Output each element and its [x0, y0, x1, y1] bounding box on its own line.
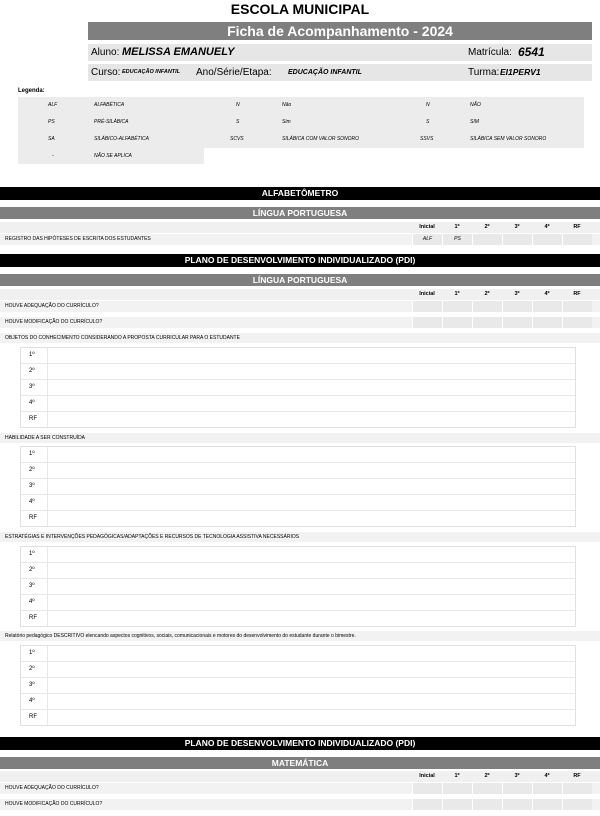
row-label: HOUVE MODIFICAÇÃO DO CURRÍCULO?: [5, 319, 103, 325]
period-block: [20, 446, 576, 527]
period-row: [21, 412, 575, 427]
pdi-subject: MATEMÁTICA: [0, 757, 600, 769]
legend-code: ALF: [48, 102, 58, 108]
col-2: 2º: [484, 291, 490, 297]
period-label: 2º: [29, 467, 35, 473]
col-rf: RF: [573, 224, 581, 230]
period-row: [21, 646, 575, 662]
course-row: [88, 64, 592, 81]
legend-code: N: [426, 102, 430, 108]
period-row: [21, 595, 575, 611]
cell: [442, 317, 472, 328]
cell: [442, 301, 472, 312]
legend-code: SA: [48, 136, 55, 142]
period-label: 1º: [29, 352, 35, 358]
period-label: 1º: [29, 551, 35, 557]
period-row: [21, 380, 575, 396]
col-inicial: Inicial: [419, 773, 435, 779]
period-label: 3º: [29, 682, 35, 688]
cell: [502, 301, 532, 312]
table-row: [0, 301, 600, 312]
cell: [562, 799, 592, 810]
row-label: HOUVE ADEQUAÇÃO DO CURRÍCULO?: [5, 303, 99, 309]
legend-code: N: [236, 102, 240, 108]
period-block: [20, 347, 576, 428]
col-rf: RF: [573, 291, 581, 297]
period-label: 4º: [29, 599, 35, 605]
period-row: [21, 479, 575, 495]
cell: [412, 301, 442, 312]
col-inicial: Inicial: [419, 291, 435, 297]
table-row: [0, 799, 600, 810]
matricula-value: 6541: [518, 45, 545, 59]
period-row: [21, 447, 575, 463]
cell: [562, 317, 592, 328]
column-header: [0, 771, 600, 782]
period-label: 1º: [29, 451, 35, 457]
form-title: Ficha de Acompanhamento - 2024: [88, 22, 592, 40]
cell: [472, 317, 502, 328]
cell: [472, 301, 502, 312]
col-1: 1º: [454, 291, 460, 297]
period-row: [21, 710, 575, 725]
legend-desc: Sim: [282, 119, 291, 125]
cell: [502, 783, 532, 794]
section-label: [0, 532, 600, 542]
legend-desc: PRÉ-SILÁBICA: [94, 119, 129, 125]
col-3: 3º: [514, 224, 520, 230]
cell: [472, 783, 502, 794]
period-block: [20, 645, 576, 726]
legend-title: Legenda:: [18, 88, 45, 94]
student-row: [88, 44, 592, 61]
legend-code: S: [236, 119, 240, 125]
cell: [532, 799, 562, 810]
etapa-value: EDUCAÇÃO INFANTIL: [288, 69, 362, 76]
section-label: [0, 333, 600, 343]
period-row: [21, 579, 575, 595]
period-label: RF: [29, 714, 37, 720]
period-row: [21, 694, 575, 710]
row-label: HOUVE ADEQUAÇÃO DO CURRÍCULO?: [5, 785, 99, 791]
cell: [562, 783, 592, 794]
aluno-value: MELISSA EMANUELY: [122, 46, 235, 58]
period-label: 3º: [29, 483, 35, 489]
col-4: 4º: [544, 224, 550, 230]
period-row: [21, 511, 575, 526]
col-4: 4º: [544, 773, 550, 779]
legend-code: SCVS: [230, 136, 244, 142]
pdi-subject: LÍNGUA PORTUGUESA: [0, 274, 600, 286]
legend-desc: SIM: [470, 119, 479, 125]
cell: [532, 317, 562, 328]
col-3: 3º: [514, 291, 520, 297]
cell: [412, 317, 442, 328]
cell: [442, 799, 472, 810]
period-label: 4º: [29, 698, 35, 704]
period-row: [21, 348, 575, 364]
period-label: 2º: [29, 666, 35, 672]
col-3: 3º: [514, 773, 520, 779]
cell: [562, 301, 592, 312]
section-label-text: OBJETOS DO CONHECIMENTO CONSIDERANDO A PROPOSTA CURRICULAR PARA O ESTUDANTE: [5, 335, 240, 341]
period-label: RF: [29, 416, 37, 422]
cell: [412, 799, 442, 810]
alfabetometro-subject: LÍNGUA PORTUGUESA: [0, 207, 600, 219]
turma-value: EI1PERV1: [500, 67, 541, 77]
period-row: [21, 563, 575, 579]
col-4: 4º: [544, 291, 550, 297]
period-row: [21, 662, 575, 678]
legend-desc: ALFABÉTICA: [94, 102, 125, 108]
col-rf: RF: [573, 773, 581, 779]
cell-inicial: ALF: [412, 234, 442, 245]
legend-desc: SILÁBICA SEM VALOR SONORO: [470, 136, 547, 142]
matricula-label: Matrícula:: [468, 47, 512, 58]
turma-label: Turma:: [468, 67, 500, 78]
row-label: HOUVE MODIFICAÇÃO DO CURRÍCULO?: [5, 801, 103, 807]
legend-code: S: [426, 119, 430, 125]
period-row: [21, 547, 575, 563]
period-label: 3º: [29, 384, 35, 390]
legend-desc: Não: [282, 102, 292, 108]
cell-2: [472, 234, 502, 245]
cell: [532, 783, 562, 794]
section-label: [0, 631, 600, 641]
section-label-text: Relatório pedagógico DESCRITIVO elencando aspectos cognitivos, sociais, comunicacionais e motores do desenvolvimento do estudante durante o bimestre.: [5, 633, 356, 639]
period-row: [21, 364, 575, 380]
period-row: [21, 396, 575, 412]
period-block: [20, 546, 576, 627]
period-label: RF: [29, 515, 37, 521]
row-label: REGISTRO DAS HIPÓTESES DE ESCRITA DOS ESTUDANTES: [5, 236, 151, 242]
period-label: 3º: [29, 583, 35, 589]
cell: [502, 799, 532, 810]
column-header: [0, 289, 600, 300]
etapa-label: Ano/Série/Etapa:: [196, 67, 272, 78]
cell-rf: [562, 234, 592, 245]
aluno-label: Aluno:: [91, 47, 120, 58]
cell-4: [532, 234, 562, 245]
cell: [442, 783, 472, 794]
period-label: RF: [29, 615, 37, 621]
period-row: [21, 611, 575, 626]
period-label: 4º: [29, 400, 35, 406]
period-label: 2º: [29, 567, 35, 573]
curso-label: Curso:: [91, 67, 121, 78]
curso-value: EDUCAÇÃO INFANTIL: [122, 69, 181, 75]
cell: [502, 317, 532, 328]
pdi-title: PLANO DE DESENVOLVIMENTO INDIVIDUALIZADO (PDI): [0, 737, 600, 750]
col-1: 1º: [454, 224, 460, 230]
legend-code: -: [52, 153, 54, 159]
section-label: [0, 433, 600, 443]
legend-desc: SILÁBICO-ALFABÉTICA: [94, 136, 149, 142]
cell: [472, 799, 502, 810]
cell: [532, 301, 562, 312]
cell: [412, 783, 442, 794]
legend-desc: NÃO: [470, 102, 481, 108]
pdi-title: PLANO DE DESENVOLVIMENTO INDIVIDUALIZADO (PDI): [0, 254, 600, 267]
period-label: 1º: [29, 650, 35, 656]
col-2: 2º: [484, 773, 490, 779]
table-row: [0, 317, 600, 328]
legend-code: PS: [48, 119, 55, 125]
table-row: [0, 234, 600, 245]
col-1: 1º: [454, 773, 460, 779]
table-row: [0, 783, 600, 794]
cell-1: PS: [442, 234, 472, 245]
period-label: 4º: [29, 499, 35, 505]
column-header: [0, 222, 600, 233]
period-label: 2º: [29, 368, 35, 374]
legend-code: SSVS: [420, 136, 434, 142]
period-row: [21, 495, 575, 511]
col-2: 2º: [484, 224, 490, 230]
school-name: ESCOLA MUNICIPAL: [230, 1, 370, 17]
section-label-text: HABILIDADE A SER CONSTRUÍDA: [5, 435, 86, 441]
section-label-text: ESTRATÉGIAS E INTERVENÇÕES PEDAGÓGICAS/ADAPTAÇÕES E RECURSOS DE TECNOLOGIA ASSISTIVA NECESSÁRIOS: [5, 534, 300, 540]
cell-3: [502, 234, 532, 245]
alfabetometro-title: ALFABETÔMETRO: [0, 187, 600, 200]
col-inicial: Inicial: [419, 224, 435, 230]
legend-desc: SILÁBICA COM VALOR SONORO: [282, 136, 360, 142]
period-row: [21, 678, 575, 694]
period-row: [21, 463, 575, 479]
legend-desc: NÃO SE APLICA: [94, 153, 132, 159]
